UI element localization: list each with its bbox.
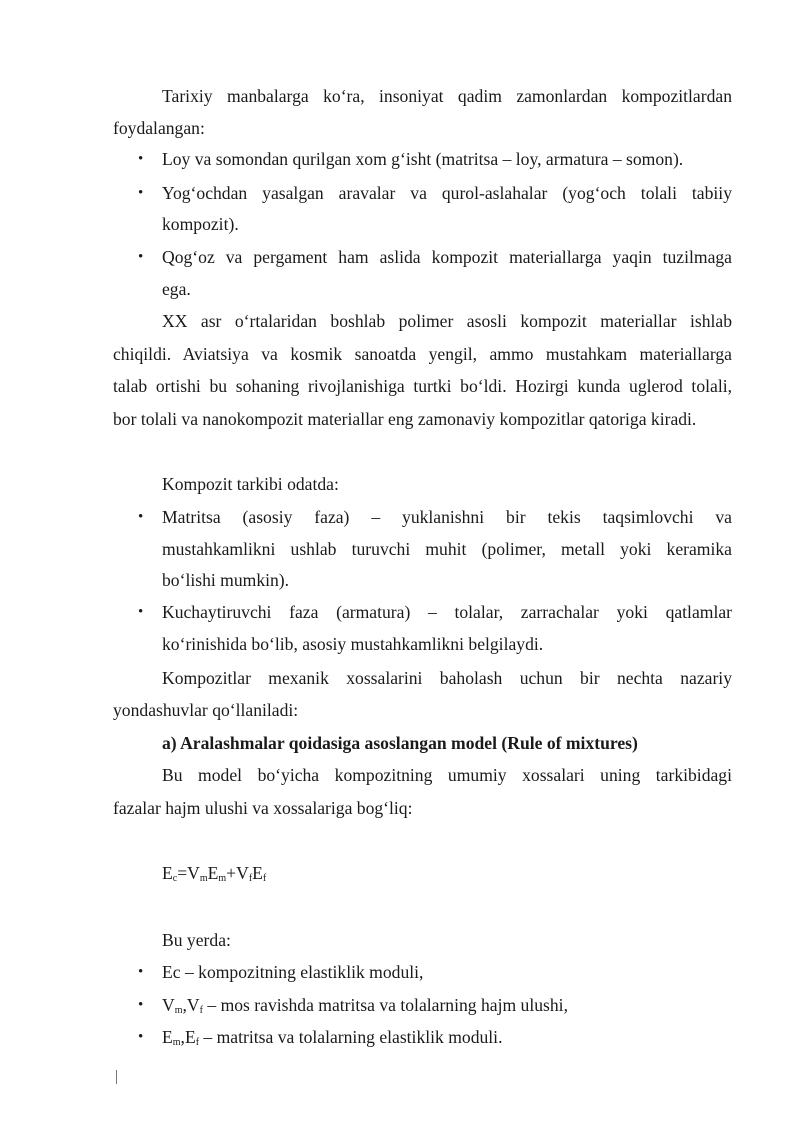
bullet-icon: • [138, 997, 144, 1013]
paragraph-line: yondashuvlar qo‘llaniladi: [113, 700, 299, 720]
definition-item: $E_m,E_f$ – matritsa va tolalarning elastiklik moduli. [162, 1027, 503, 1048]
paragraph-line: talab ortishi bu sohaning rivojlanishiga turtki bo‘ldi. Hozirgi kunda uglerod tolali, [113, 376, 732, 396]
list-item-continuation: mustahkamlikni ushlab turuvchi muhit (polimer, metall yoki keramika [162, 539, 732, 559]
list-item: Matritsa (asosiy faza) – yuklanishni bir tekis taqsimlovchi va [162, 507, 732, 527]
bullet-icon: • [138, 604, 144, 620]
paragraph-line: Bu model bo‘yicha kompozitning umumiy xossalari uning tarkibidagi [162, 765, 732, 785]
paragraph-line: Bu yerda: [162, 930, 231, 950]
list-item-continuation: bo‘lishi mumkin). [162, 570, 290, 590]
list-item-continuation: kompozit). [162, 214, 239, 234]
list-item: Qog‘oz va pergament ham aslida kompozit materiallarga yaqin tuzilmaga [162, 247, 732, 267]
formula: $E_c=V_mE_m+V_fE_f$ [162, 863, 267, 884]
list-item: Yog‘ochdan yasalgan aravalar va qurol-aslahalar (yog‘och tolali tabiiy [162, 183, 732, 203]
bullet-icon: • [138, 249, 144, 265]
list-item: Kuchaytiruvchi faza (armatura) – tolalar, zarrachalar yoki qatlamlar [162, 602, 732, 622]
paragraph-line: Kompozitlar mexanik xossalarini baholash uchun bir nechta nazariy [162, 668, 732, 688]
text-cursor [116, 1070, 117, 1084]
list-item: Loy va somondan qurilgan xom g‘isht (matritsa – loy, armatura – somon). [162, 149, 684, 169]
paragraph-line: Kompozit tarkibi odatda: [162, 474, 339, 494]
paragraph-line: XX asr o‘rtalaridan boshlab polimer asosli kompozit materiallar ishlab [162, 311, 732, 331]
bullet-icon: • [138, 964, 144, 980]
section-heading: a) Aralashmalar qoidasiga asoslangan model (Rule of mixtures) [162, 733, 638, 753]
paragraph-line: Tarixiy manbalarga ko‘ra, insoniyat qadim zamonlardan kompozitlardan [162, 86, 732, 106]
bullet-icon: • [138, 1029, 144, 1045]
paragraph-line: bor tolali va nanokompozit materiallar eng zamonaviy kompozitlar qatoriga kiradi. [113, 409, 697, 429]
definition-item: Ec – kompozitning elastiklik moduli, [162, 962, 424, 982]
bullet-icon: • [138, 151, 144, 167]
bullet-icon: • [138, 509, 144, 525]
paragraph-line: fazalar hajm ulushi va xossalariga bog‘liq: [113, 798, 413, 818]
list-item-continuation: ega. [162, 279, 191, 299]
paragraph-line: chiqildi. Aviatsiya va kosmik sanoatda yengil, ammo mustahkam materiallarga [113, 344, 732, 364]
definition-item: $V_m,V_f$ – mos ravishda matritsa va tolalarning hajm ulushi, [162, 995, 568, 1016]
paragraph-line: foydalangan: [113, 118, 205, 138]
list-item-continuation: ko‘rinishida bo‘lib, asosiy mustahkamlikni belgilaydi. [162, 634, 544, 654]
bullet-icon: • [138, 185, 144, 201]
